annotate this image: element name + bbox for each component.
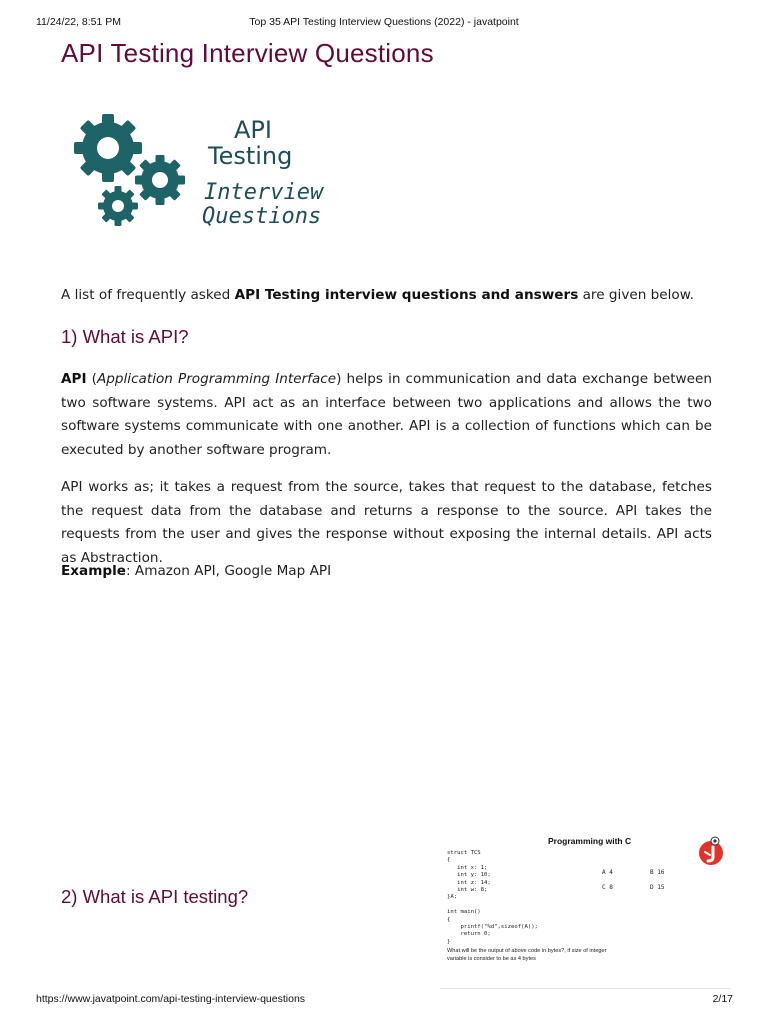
ad-option-a[interactable]: A 4 xyxy=(602,869,613,876)
print-footer xyxy=(0,993,768,1009)
ad-code-snippet: struct TCS { int x: 1; int y: 10; int z: 14; int w: 8; }A; int main() { printf("%d",sizeof(A)); return 0; } xyxy=(447,850,538,945)
logo-text-testing: Testing xyxy=(208,142,293,170)
ad-divider xyxy=(440,988,730,989)
ad-option-c[interactable]: C 8 xyxy=(602,884,613,891)
api-testing-logo xyxy=(66,110,336,240)
ad-option-b[interactable]: B 16 xyxy=(650,869,665,876)
ad-title: Programming with C xyxy=(548,836,632,846)
page-number: 2/17 xyxy=(712,993,733,1005)
print-header xyxy=(0,16,768,32)
question-2-heading: 2) What is API testing? xyxy=(61,886,249,907)
logo-text-questions: Questions xyxy=(202,204,322,229)
q1-example: Example: Amazon API, Google Map API xyxy=(61,563,332,579)
ad-question: What will be the output of above code in bytes?, if size of integer variable is consider to be as 4 bytes xyxy=(447,948,607,962)
intro-paragraph: A list of frequently asked API Testing interview questions and answers are given below. xyxy=(61,287,694,303)
ad-option-d[interactable]: D 15 xyxy=(650,884,665,891)
question-1-heading: 1) What is API? xyxy=(61,326,189,347)
q1-paragraph-2: API works as; it takes a request from the source, takes that request to the database, fetches the request data from the database and returns a response to the source. API takes the requests from the user and gives the response without exposing the internal details. API acts as Abstraction. xyxy=(61,479,712,566)
page-title: API Testing Interview Questions xyxy=(61,38,434,68)
logo-text-interview: Interview xyxy=(204,180,324,205)
q1-paragraph-1: API (Application Programming Interface) helps in communication and data exchange between two software systems. API act as an interface between two applications and allows the two software systems communicate with one another. API is a collection of functions which can be executed by another software program. xyxy=(61,371,712,458)
gears-icon xyxy=(66,110,196,240)
javatpoint-logo-icon xyxy=(697,836,725,866)
logo-text-api: API xyxy=(234,116,272,144)
print-date: 11/24/22, 8:51 PM xyxy=(36,16,122,28)
print-url[interactable]: https://www.javatpoint.com/api-testing-interview-questions xyxy=(36,993,306,1005)
advertisement-programming-quiz[interactable] xyxy=(440,828,730,968)
print-page-title: Top 35 API Testing Interview Questions (2022) - javatpoint xyxy=(249,16,519,28)
